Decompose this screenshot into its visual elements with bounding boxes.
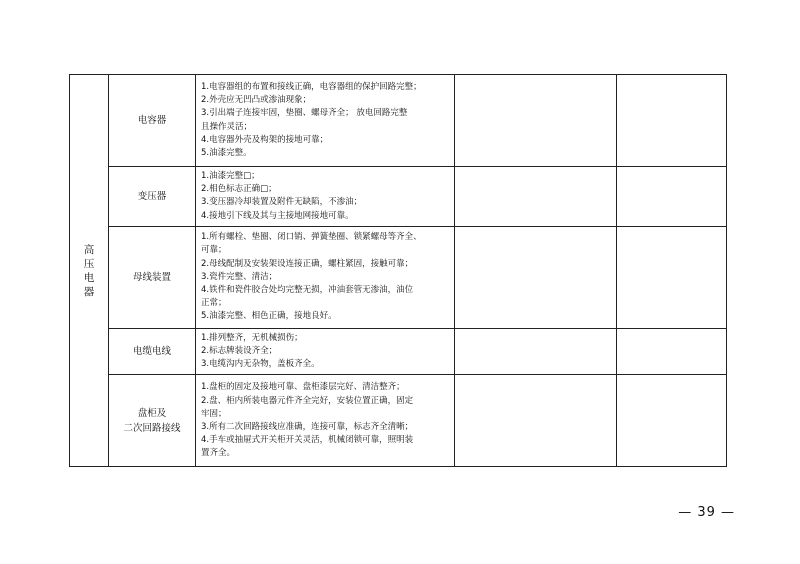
item-label: 电缆电线 <box>132 346 171 358</box>
item-cell <box>109 328 196 375</box>
requirement-line: 且操作灵活； <box>201 121 253 132</box>
record-cell <box>455 328 617 375</box>
requirement-line: 1.油漆完整□； <box>201 171 260 181</box>
requirement-line: 4.电容器外壳及构架的接地可靠； <box>201 134 329 145</box>
requirement-line: 3.所有二次回路接线应准确，连接可靠，标志齐全清晰； <box>201 421 414 432</box>
requirement-line: 2.相色标志正确□； <box>201 184 277 195</box>
record-cell <box>455 167 617 227</box>
item-label: 母线装置 <box>132 271 171 283</box>
item-label: 二次回路接线 <box>123 422 181 434</box>
requirement-line: 牢固； <box>201 408 227 419</box>
record-cell <box>455 226 617 328</box>
item-cell <box>109 375 196 467</box>
requirement-line: 5.油漆完整、相色正确，接地良好。 <box>201 311 337 322</box>
table-row <box>70 328 727 375</box>
requirement-line: 4.手车或抽屉式开关柜开关灵活，机械闭锁可靠，照明装 <box>201 435 414 446</box>
result-cell <box>617 75 727 167</box>
requirement-line: 正常； <box>201 298 227 309</box>
table-row <box>70 167 727 227</box>
requirement-line: 3.电缆沟内无杂物，盖板齐全。 <box>201 359 320 370</box>
record-cell <box>455 375 617 467</box>
item-cell <box>109 75 196 167</box>
page-number: — 39 — <box>678 505 735 520</box>
item-label: 盘柜及 <box>137 407 167 419</box>
requirement-line: 3.变压器冷却装置及附件无缺陷，不渗油； <box>201 197 363 208</box>
category-char: 器 <box>83 285 95 298</box>
category-char: 高 <box>83 243 95 256</box>
category-char: 压 <box>83 257 95 270</box>
requirement-line: 1.电容器组的布置和接线正确，电容器组的保护回路完整； <box>201 81 422 92</box>
result-cell <box>617 167 727 227</box>
requirement-line: 5.油漆完整。 <box>201 147 252 158</box>
category-cell <box>70 75 109 467</box>
requirement-line: 1.所有螺栓、垫圈、闭口销、弹簧垫圈、锁紧螺母等齐全、 <box>201 232 422 243</box>
item-label: 变压器 <box>137 190 167 202</box>
requirements-cell <box>196 226 455 328</box>
item-cell <box>109 167 196 227</box>
requirement-line: 3.瓷件完整、清洁； <box>201 271 278 282</box>
requirement-line: 可靠； <box>201 245 227 256</box>
table-row <box>70 75 727 167</box>
category-char: 电 <box>83 271 95 284</box>
requirements-cell <box>196 328 455 375</box>
requirement-line: 1.盘柜的固定及接地可靠、盘柜漆层完好、清洁整齐； <box>201 382 405 393</box>
requirement-line: 2.盘、柜内所装电器元件齐全完好，安装位置正确，固定 <box>201 395 414 406</box>
requirement-line: 1.排列整齐，无机械损伤； <box>201 332 303 343</box>
requirement-line: 4.铁件和瓷件胶合处均完整无损，冲油套管无渗油，油位 <box>201 284 414 295</box>
table-row <box>70 375 727 467</box>
requirements-cell <box>196 75 455 167</box>
item-cell <box>109 226 196 328</box>
result-cell <box>617 375 727 467</box>
item-label: 电容器 <box>137 115 167 126</box>
inspection-table <box>69 74 727 467</box>
requirement-line: 2.外壳应无凹凸或渗油现象； <box>201 95 312 106</box>
result-cell <box>617 328 727 375</box>
requirement-line: 2.母线配制及安装架设连接正确，螺柱紧固，接触可靠； <box>201 258 414 269</box>
record-cell <box>455 75 617 167</box>
requirement-line: 2.标志牌装设齐全； <box>201 346 278 357</box>
result-cell <box>617 226 727 328</box>
requirements-cell <box>196 375 455 467</box>
requirement-line: 置齐全。 <box>201 448 236 459</box>
requirements-cell <box>196 167 455 227</box>
requirement-line: 4.接地引下线及其与主接地网接地可靠。 <box>201 210 354 221</box>
table-row <box>70 226 727 328</box>
requirement-line: 3.引出端子连接牢固，垫圈、螺母齐全； 放电回路完整 <box>201 108 408 119</box>
